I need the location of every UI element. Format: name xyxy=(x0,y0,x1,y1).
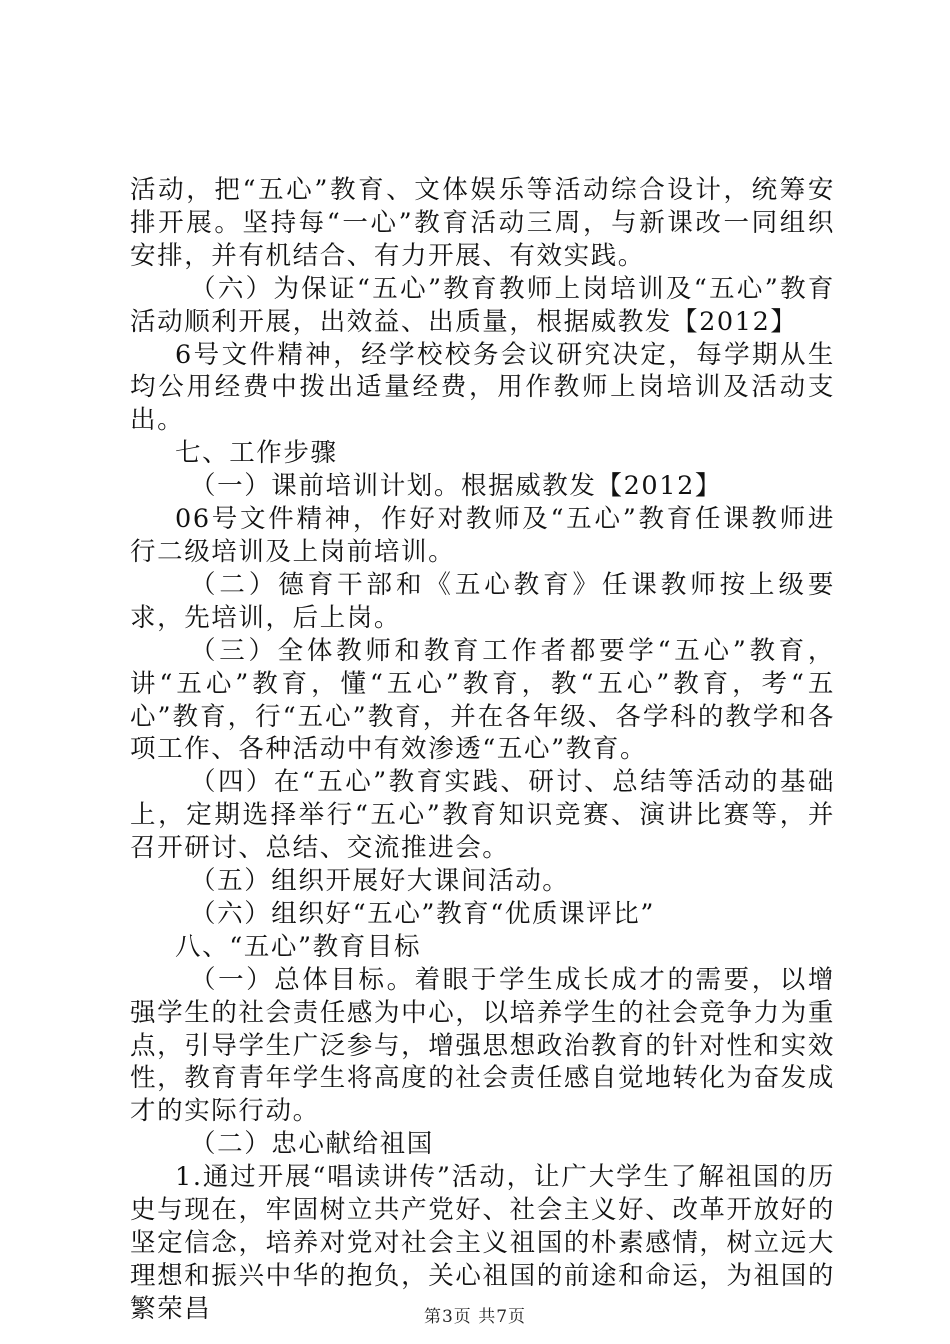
paragraph: （二）忠心献给祖国 xyxy=(190,1129,434,1160)
paragraph: （二）德育干部和《五心教育》任课教师按上级要求，先培训，后上岗。 xyxy=(130,569,835,633)
paragraph: （六）为保证“五心”教育教师上岗培训及“五心”教育活动顺利开展，出效益、出质量，根据威教发【2012】 xyxy=(130,273,835,337)
section-heading: 七、工作步骤 xyxy=(175,438,338,469)
paragraph: （一）总体目标。着眼于学生成长成才的需要，以增强学生的社会责任感为中心，以培养学生的社会竞争力为重点，引导学生广泛参与，增强思想政治教育的针对性和实效性，教育青年学生将高度的社会责任感自觉地转化为奋发成才的实际行动。 xyxy=(130,964,835,1127)
paragraph: （五）组织开展好大课间活动。 xyxy=(190,866,570,897)
paragraph: （六）组织好“五心”教育“优质课评比” xyxy=(190,898,656,929)
paragraph: 活动，把“五心”教育、文体娱乐等活动综合设计，统筹安排开展。坚持每“一心”教育活动三周，与新课改一同组织安排，并有机结合、有力开展、有效实践。 xyxy=(130,175,835,271)
paragraph: 6号文件精神，经学校校务会议研究决定，每学期从生均公用经费中拨出适量经费，用作教师上岗培训及活动支出。 xyxy=(130,339,835,436)
paragraph: 06号文件精神，作好对教师及“五心”教育任课教师进行二级培训及上岗前培训。 xyxy=(130,504,835,567)
paragraph: （三）全体教师和教育工作者都要学“五心”教育，讲“五心”教育，懂“五心”教育，教“五心”教育，考“五心”教育，行“五心”教育，并在各年级、各学科的教学和各项工作、各种活动中有效渗透“五心”教育。 xyxy=(130,635,835,765)
paragraph: （四）在“五心”教育实践、研讨、总结等活动的基础上，定期选择举行“五心”教育知识竞赛、演讲比赛等，并召开研讨、总结、交流推进会。 xyxy=(130,767,835,864)
page-number-footer: 第3页 共7页 xyxy=(423,1307,527,1327)
paragraph: 1.通过开展“唱读讲传”活动，让广大学生了解祖国的历史与现在，牢固树立共产党好、社会主义好、改革开放好的坚定信念，培养对党对社会主义祖国的朴素感情，树立远大理想和振兴中华的抱负，关心祖国的前途和命运，为祖国的繁荣昌 xyxy=(130,1162,835,1324)
document-body xyxy=(130,174,835,1326)
paragraph: （一）课前培训计划。根据威教发【2012】 xyxy=(190,471,722,502)
section-heading: 八、“五心”教育目标 xyxy=(175,931,422,962)
